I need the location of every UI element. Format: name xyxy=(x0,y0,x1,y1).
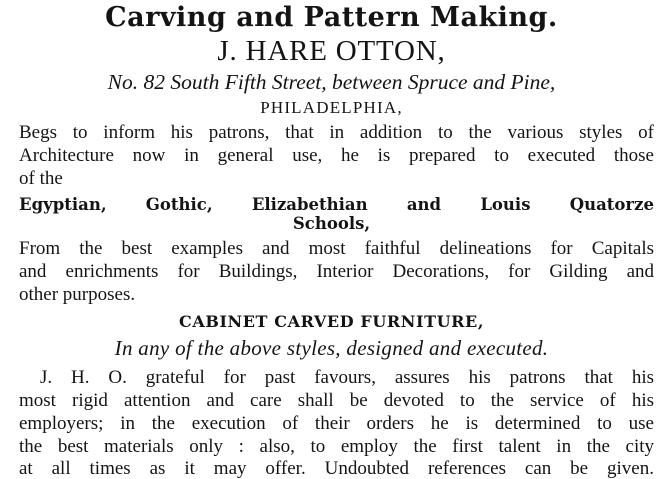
intro-line: Architecture now in general use, he is prepared to executed those xyxy=(19,145,654,166)
proprietor-name: J. HARE OTTON, xyxy=(217,35,446,67)
closing-line: J. H. O. grateful for past favours, assures his patrons that his xyxy=(40,367,654,388)
examples-line: and enrichments for Buildings, Interior Decorations, for Gilding and xyxy=(19,261,654,282)
intro-line: of the xyxy=(19,168,63,189)
closing-line: at all times as it may offer. Undoubted references can be given. xyxy=(19,458,654,479)
intro-line: Begs to inform his patrons, that in addition to the various styles of xyxy=(19,122,654,143)
street-address: No. 82 South Fifth Street, between Spruce and Pine, xyxy=(107,70,556,94)
examples-line: other purposes. xyxy=(19,284,136,305)
city: PHILADELPHIA, xyxy=(260,98,403,117)
closing-line: the best materials only : also, to employ the first talent in the city xyxy=(19,436,654,457)
headline: Carving and Pattern Making. xyxy=(105,2,558,33)
closing-line: employers; in the execution of their orders he is determined to use xyxy=(19,413,654,434)
schools-line: Schools, xyxy=(292,214,371,233)
schools-line: Egyptian, Gothic, Elizabethian and Louis Quatorze xyxy=(19,195,654,214)
examples-line: From the best examples and most faithful delineations for Capitals xyxy=(19,238,654,259)
cabinet-heading: CABINET CARVED FURNITURE, xyxy=(178,312,485,331)
styles-line: In any of the above styles, designed and executed. xyxy=(114,336,549,360)
closing-line: most rigid attention and care shall be devoted to the service of his xyxy=(19,390,654,411)
